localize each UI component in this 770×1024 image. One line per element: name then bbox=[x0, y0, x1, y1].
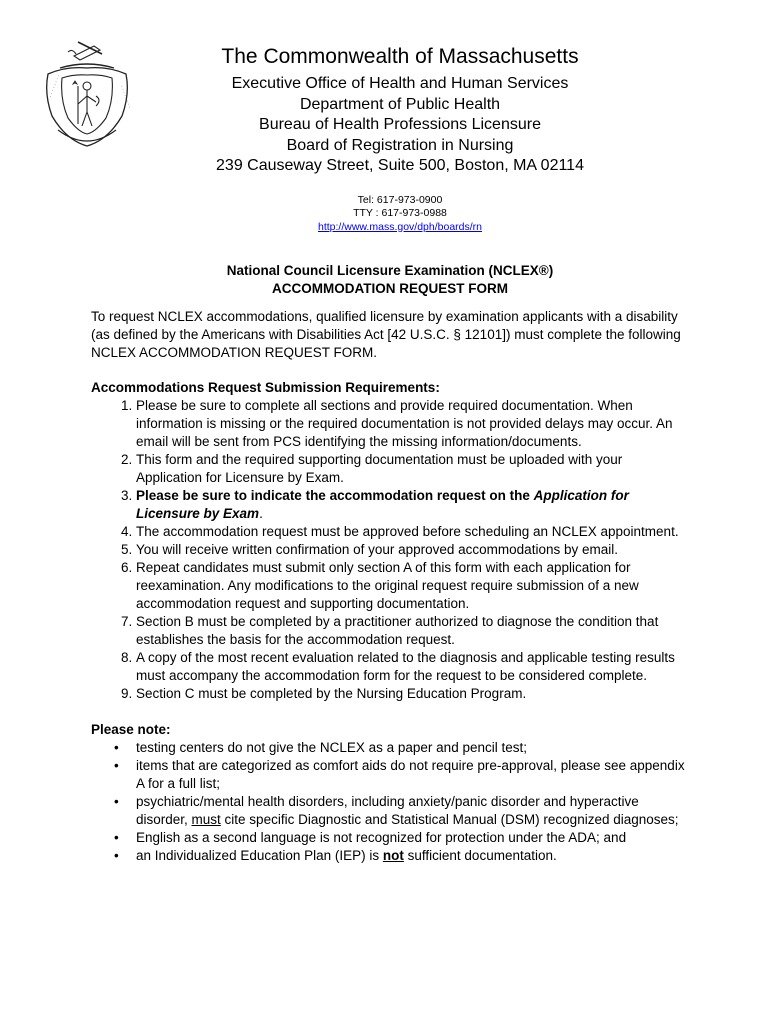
list-item: 9. Section C must be completed by the Nursing Education Program. bbox=[136, 685, 691, 703]
list-item: 8. A copy of the most recent evaluation related to the diagnosis and applicable testing results must accompany the accommodation form for the request to be considered complete. bbox=[136, 649, 691, 685]
svg-text:· · · · · · · ·: · · · · · · · · bbox=[118, 84, 132, 110]
address-line: 239 Causeway Street, Suite 500, Boston, MA 02114 bbox=[216, 157, 584, 174]
list-item: 6. Repeat candidates must submit only section A of this form with each application for reexamination. Any modifications to the original request require submission of a new accommodation request and supporting documentation. bbox=[136, 559, 691, 613]
board-line: Board of Registration in Nursing bbox=[286, 136, 514, 154]
note-text: cite specific Diagnostic and Statistical Manual (DSM) recognized diagnoses; bbox=[220, 812, 679, 827]
note-text: sufficient documentation. bbox=[403, 848, 557, 863]
massachusetts-seal-icon bbox=[38, 34, 136, 152]
list-item bbox=[136, 487, 691, 523]
contact-block bbox=[150, 194, 650, 235]
bureau-line: Bureau of Health Professions Licensure bbox=[259, 116, 541, 133]
list-item bbox=[136, 847, 691, 865]
list-item bbox=[136, 793, 691, 829]
page-title: The Commonwealth of Massachusetts bbox=[221, 45, 579, 68]
tty-number: TTY : 617-973-0988 bbox=[353, 207, 447, 219]
requirements-list bbox=[91, 397, 691, 703]
application-title-emphasis: Application for Licensure by Exam bbox=[136, 488, 629, 521]
emphasis-text: Please be sure to indicate the accommodation request on the bbox=[136, 488, 534, 503]
list-item: 7. Section B must be completed by a practitioner authorized to diagnose the condition that establishes the basis for the accommodation request. bbox=[136, 613, 691, 649]
list-item: 2. This form and the required supporting documentation must be uploaded with your Application for Licensure by Exam. bbox=[136, 451, 691, 487]
svg-text:· · · · · · · ·: · · · · · · · · bbox=[48, 74, 63, 99]
form-title-line1: National Council Licensure Examination (NCLEX®) bbox=[226, 263, 554, 278]
board-website-link[interactable]: http://www.mass.gov/dph/boards/rn bbox=[318, 220, 482, 233]
punctuation: . bbox=[259, 506, 263, 521]
not-emphasis: not bbox=[382, 848, 404, 863]
list-item: 4. The accommodation request must be approved before scheduling an NCLEX appointment. bbox=[136, 523, 691, 541]
agency-line: Executive Office of Health and Human Services bbox=[231, 75, 569, 92]
list-item: • items that are categorized as comfort aids do not require pre-approval, please see appendix A for a full list; bbox=[136, 757, 691, 793]
list-item: • testing centers do not give the NCLEX as a paper and pencil test; bbox=[136, 739, 691, 757]
department-line: Department of Public Health bbox=[299, 95, 501, 113]
requirements-heading: Accommodations Request Submission Requirements: bbox=[91, 380, 440, 395]
note-list bbox=[91, 739, 691, 865]
phone-number: Tel: 617-973-0900 bbox=[357, 193, 443, 206]
form-body bbox=[91, 308, 691, 865]
list-item: • English as a second language is not recognized for protection under the ADA; and bbox=[136, 829, 691, 847]
note-text: an Individualized Education Plan (IEP) is bbox=[136, 848, 383, 863]
form-title bbox=[100, 262, 680, 297]
list-item: 5. You will receive written confirmation of your approved accommodations by email. bbox=[136, 541, 691, 559]
intro-paragraph: To request NCLEX accommodations, qualified licensure by examination applicants with a disability (as defined by the Americans with Disabilities Act [42 U.S.C. § 12101]) must complete the following NCLEX ACCOMMODATION REQUEST FORM. bbox=[91, 309, 681, 360]
list-item: 1. Please be sure to complete all sections and provide required documentation. When information is missing or the required documentation is not provided delays may occur. An email will be sent from PCS identifying the missing information/documents. bbox=[136, 397, 691, 451]
letterhead bbox=[150, 44, 650, 234]
form-title-line2: ACCOMMODATION REQUEST FORM bbox=[272, 280, 508, 296]
note-heading: Please note: bbox=[91, 722, 171, 737]
must-emphasis: must bbox=[191, 812, 221, 827]
note-text: psychiatric/mental health disorders, including anxiety/panic disorder and hyperactive disorder, bbox=[136, 794, 639, 827]
